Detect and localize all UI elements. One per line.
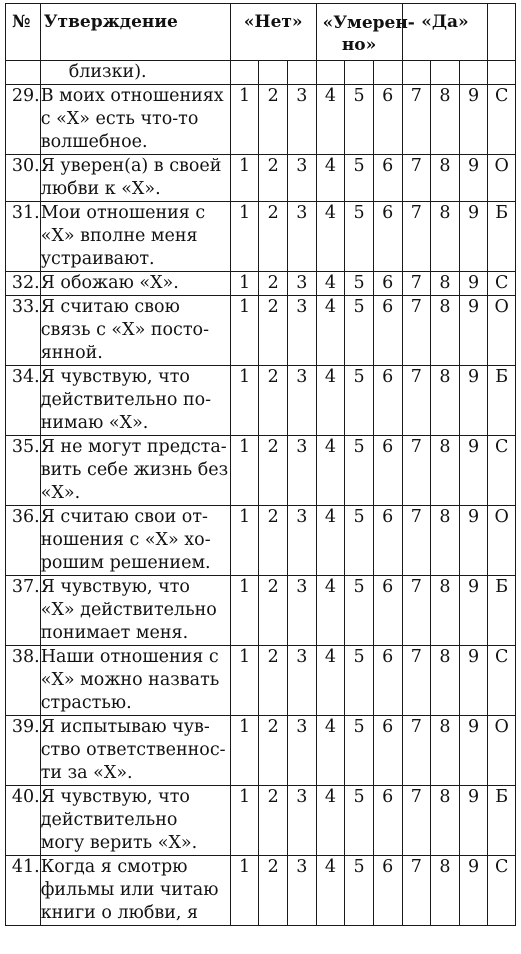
rating-option-2[interactable]: 2 <box>259 296 288 366</box>
rating-option-7[interactable]: 7 <box>402 856 431 926</box>
rating-option-4[interactable]: 4 <box>316 506 345 576</box>
statement-line: ство ответственнос- <box>40 740 226 760</box>
statement-line: ти за «Х». <box>40 763 133 783</box>
rating-option-4[interactable]: 4 <box>316 296 345 366</box>
statement-line: действительно по- <box>40 390 212 410</box>
rating-option-8[interactable]: 8 <box>431 202 460 272</box>
rating-option-2[interactable]: 2 <box>259 85 288 155</box>
statement-line: Я чувствую, что <box>40 367 190 387</box>
empty-cell <box>373 61 402 85</box>
statement-row <box>6 716 516 786</box>
rating-option-6[interactable]: 6 <box>373 296 402 366</box>
rating-option-3[interactable]: 3 <box>288 786 317 856</box>
statement-line: Я считаю свою <box>40 297 180 317</box>
rating-option-2[interactable]: 2 <box>259 786 288 856</box>
rating-option-6[interactable]: 6 <box>373 506 402 576</box>
rating-option-5[interactable]: 5 <box>345 506 374 576</box>
continuation-text: близки). <box>40 61 230 85</box>
statement-line: могу верить «Х». <box>40 833 198 853</box>
statement-line: Я считаю свои от- <box>40 507 208 527</box>
rating-option-2[interactable]: 2 <box>259 576 288 646</box>
rating-option-3[interactable]: 3 <box>288 646 317 716</box>
item-number: 30. <box>6 155 41 202</box>
header-statement: Утверждение <box>40 4 230 61</box>
rating-option-5[interactable]: 5 <box>345 646 374 716</box>
rating-option-6[interactable]: 6 <box>373 202 402 272</box>
rating-option-7[interactable]: 7 <box>402 155 431 202</box>
rating-option-4[interactable]: 4 <box>316 155 345 202</box>
statement-text <box>40 202 230 272</box>
rating-option-7[interactable]: 7 <box>402 786 431 856</box>
rating-option-1[interactable]: 1 <box>230 155 259 202</box>
rating-option-9[interactable]: 9 <box>459 202 488 272</box>
rating-option-9[interactable]: 9 <box>459 436 488 506</box>
rating-option-7[interactable]: 7 <box>402 576 431 646</box>
rating-option-9[interactable]: 9 <box>459 85 488 155</box>
statement-line: Я обожаю «Х». <box>40 273 179 293</box>
statement-line: нимаю «Х». <box>40 413 149 433</box>
rating-option-3[interactable]: 3 <box>288 85 317 155</box>
statement-line: Я не могут предста- <box>40 437 227 457</box>
rating-option-7[interactable]: 7 <box>402 646 431 716</box>
header-letter <box>488 4 516 61</box>
rating-option-5[interactable]: 5 <box>345 366 374 436</box>
statement-line: янной. <box>40 343 103 363</box>
subscale-letter: Б <box>488 202 516 272</box>
rating-option-8[interactable]: 8 <box>431 272 460 296</box>
rating-option-4[interactable]: 4 <box>316 576 345 646</box>
statement-text <box>40 576 230 646</box>
statement-row <box>6 155 516 202</box>
rating-option-6[interactable]: 6 <box>373 272 402 296</box>
statement-line: устраивают. <box>40 249 155 269</box>
statement-line: Я испытываю чув- <box>40 717 210 737</box>
rating-option-2[interactable]: 2 <box>259 202 288 272</box>
rating-option-4[interactable]: 4 <box>316 202 345 272</box>
statement-row <box>6 272 516 296</box>
item-number: 38. <box>6 646 41 716</box>
rating-option-8[interactable]: 8 <box>431 716 460 786</box>
header-no: «Нет» <box>230 4 316 61</box>
rating-option-8[interactable]: 8 <box>431 85 460 155</box>
header-row <box>6 4 516 61</box>
rating-option-6[interactable]: 6 <box>373 366 402 436</box>
rating-option-1[interactable]: 1 <box>230 296 259 366</box>
rating-option-1[interactable]: 1 <box>230 85 259 155</box>
rating-option-6[interactable]: 6 <box>373 646 402 716</box>
header-number: № <box>6 4 41 61</box>
rating-option-5[interactable]: 5 <box>345 85 374 155</box>
rating-option-4[interactable]: 4 <box>316 436 345 506</box>
statement-text <box>40 856 230 926</box>
item-number: 33. <box>6 296 41 366</box>
statement-row <box>6 366 516 436</box>
item-number: 29. <box>6 85 41 155</box>
rating-option-1[interactable]: 1 <box>230 202 259 272</box>
rating-option-2[interactable]: 2 <box>259 716 288 786</box>
rating-option-1[interactable]: 1 <box>230 576 259 646</box>
subscale-letter: С <box>488 646 516 716</box>
rating-option-6[interactable]: 6 <box>373 85 402 155</box>
rating-option-4[interactable]: 4 <box>316 786 345 856</box>
rating-option-4[interactable]: 4 <box>316 856 345 926</box>
rating-option-2[interactable]: 2 <box>259 272 288 296</box>
header-moderately: «Умерен- но» <box>316 4 402 61</box>
rating-option-8[interactable]: 8 <box>431 366 460 436</box>
statement-row <box>6 202 516 272</box>
statement-line: Я чувствую, что <box>40 577 190 597</box>
statement-line: Наши отношения с <box>40 647 219 667</box>
rating-option-8[interactable]: 8 <box>431 155 460 202</box>
statement-text <box>40 506 230 576</box>
rating-option-3[interactable]: 3 <box>288 436 317 506</box>
rating-option-6[interactable]: 6 <box>373 786 402 856</box>
statement-line: Мои отношения с <box>40 203 206 223</box>
rating-option-5[interactable]: 5 <box>345 786 374 856</box>
rating-option-8[interactable]: 8 <box>431 786 460 856</box>
statement-line: вить себе жизнь без <box>40 460 229 480</box>
empty-cell <box>230 61 259 85</box>
item-number: 32. <box>6 272 41 296</box>
item-number: 35. <box>6 436 41 506</box>
rating-option-3[interactable]: 3 <box>288 296 317 366</box>
rating-option-9[interactable]: 9 <box>459 576 488 646</box>
rating-option-6[interactable]: 6 <box>373 155 402 202</box>
rating-option-8[interactable]: 8 <box>431 296 460 366</box>
continuation-num-cell <box>6 61 41 85</box>
statement-text <box>40 296 230 366</box>
subscale-letter: О <box>488 296 516 366</box>
statement-line: Я уверен(а) в своей <box>40 156 222 176</box>
statement-row <box>6 786 516 856</box>
rating-option-6[interactable]: 6 <box>373 856 402 926</box>
statement-line: Когда я смотрю <box>40 857 188 877</box>
statement-row <box>6 436 516 506</box>
rating-option-1[interactable]: 1 <box>230 272 259 296</box>
rating-option-7[interactable]: 7 <box>402 202 431 272</box>
rating-option-5[interactable]: 5 <box>345 296 374 366</box>
rating-option-1[interactable]: 1 <box>230 716 259 786</box>
rating-option-9[interactable]: 9 <box>459 506 488 576</box>
empty-cell <box>345 61 374 85</box>
rating-option-1[interactable]: 1 <box>230 856 259 926</box>
empty-cell <box>488 61 516 85</box>
item-number: 31. <box>6 202 41 272</box>
subscale-letter: С <box>488 272 516 296</box>
subscale-letter: С <box>488 85 516 155</box>
statement-text <box>40 366 230 436</box>
rating-option-9[interactable]: 9 <box>459 786 488 856</box>
statement-text <box>40 85 230 155</box>
rating-option-8[interactable]: 8 <box>431 646 460 716</box>
statement-line: волшебное. <box>40 132 148 152</box>
rating-option-5[interactable]: 5 <box>345 436 374 506</box>
subscale-letter: Б <box>488 366 516 436</box>
statement-text <box>40 436 230 506</box>
rating-option-2[interactable]: 2 <box>259 155 288 202</box>
empty-cell <box>431 61 460 85</box>
rating-option-9[interactable]: 9 <box>459 716 488 786</box>
empty-cell <box>316 61 345 85</box>
statement-line: рошим решением. <box>40 553 211 573</box>
empty-cell <box>259 61 288 85</box>
rating-option-8[interactable]: 8 <box>431 576 460 646</box>
rating-option-8[interactable]: 8 <box>431 856 460 926</box>
rating-option-7[interactable]: 7 <box>402 366 431 436</box>
rating-option-9[interactable]: 9 <box>459 366 488 436</box>
rating-option-9[interactable]: 9 <box>459 646 488 716</box>
rating-option-3[interactable]: 3 <box>288 202 317 272</box>
questionnaire-table <box>5 3 516 926</box>
statement-line: любви к «Х». <box>40 179 161 199</box>
subscale-letter: О <box>488 155 516 202</box>
statement-line: «Х» можно назвать <box>40 670 220 690</box>
statement-row <box>6 506 516 576</box>
statement-text <box>40 716 230 786</box>
statement-line: страстью. <box>40 693 132 713</box>
rating-option-2[interactable]: 2 <box>259 366 288 436</box>
item-number: 34. <box>6 366 41 436</box>
rating-option-4[interactable]: 4 <box>316 366 345 436</box>
rating-option-1[interactable]: 1 <box>230 646 259 716</box>
rating-option-5[interactable]: 5 <box>345 272 374 296</box>
item-number: 37. <box>6 576 41 646</box>
statement-line: связь с «Х» посто- <box>40 320 209 340</box>
continuation-row <box>6 61 516 85</box>
statement-line: действительно <box>40 810 178 830</box>
rating-option-3[interactable]: 3 <box>288 576 317 646</box>
rating-option-4[interactable]: 4 <box>316 272 345 296</box>
rating-option-7[interactable]: 7 <box>402 85 431 155</box>
item-number: 40. <box>6 786 41 856</box>
statement-line: «Х». <box>40 483 81 503</box>
rating-option-6[interactable]: 6 <box>373 716 402 786</box>
statement-row <box>6 856 516 926</box>
rating-option-3[interactable]: 3 <box>288 856 317 926</box>
subscale-letter: Б <box>488 576 516 646</box>
statement-line: понимает меня. <box>40 623 189 643</box>
statement-row <box>6 576 516 646</box>
statement-line: Я чувствую, что <box>40 787 190 807</box>
rating-option-6[interactable]: 6 <box>373 576 402 646</box>
rating-option-1[interactable]: 1 <box>230 786 259 856</box>
rating-option-5[interactable]: 5 <box>345 856 374 926</box>
rating-option-7[interactable]: 7 <box>402 436 431 506</box>
statement-line: «Х» действительно <box>40 600 217 620</box>
subscale-letter: Б <box>488 786 516 856</box>
rating-option-8[interactable]: 8 <box>431 436 460 506</box>
empty-cell <box>459 61 488 85</box>
rating-option-5[interactable]: 5 <box>345 202 374 272</box>
header-yes: «Да» <box>402 4 488 61</box>
empty-cell <box>288 61 317 85</box>
item-number: 41. <box>6 856 41 926</box>
rating-option-7[interactable]: 7 <box>402 506 431 576</box>
rating-option-8[interactable]: 8 <box>431 506 460 576</box>
subscale-letter: С <box>488 856 516 926</box>
rating-option-9[interactable]: 9 <box>459 856 488 926</box>
rating-option-1[interactable]: 1 <box>230 506 259 576</box>
subscale-letter: С <box>488 436 516 506</box>
statement-line: фильмы или читаю <box>40 880 219 900</box>
rating-option-4[interactable]: 4 <box>316 85 345 155</box>
rating-option-3[interactable]: 3 <box>288 716 317 786</box>
rating-option-7[interactable]: 7 <box>402 296 431 366</box>
statement-line: с «Х» есть что-то <box>40 109 199 129</box>
rating-option-5[interactable]: 5 <box>345 155 374 202</box>
rating-option-7[interactable]: 7 <box>402 272 431 296</box>
item-number: 36. <box>6 506 41 576</box>
rating-option-2[interactable]: 2 <box>259 506 288 576</box>
statement-row <box>6 296 516 366</box>
subscale-letter: О <box>488 506 516 576</box>
rating-option-3[interactable]: 3 <box>288 272 317 296</box>
statement-row <box>6 646 516 716</box>
rating-option-2[interactable]: 2 <box>259 856 288 926</box>
rating-option-3[interactable]: 3 <box>288 366 317 436</box>
rating-option-5[interactable]: 5 <box>345 716 374 786</box>
statement-text <box>40 786 230 856</box>
rating-option-9[interactable]: 9 <box>459 155 488 202</box>
statement-text <box>40 155 230 202</box>
statement-line: ношения с «Х» хо- <box>40 530 211 550</box>
rating-option-3[interactable]: 3 <box>288 155 317 202</box>
rating-option-3[interactable]: 3 <box>288 506 317 576</box>
statement-line: В моих отношениях <box>40 86 224 106</box>
rating-option-9[interactable]: 9 <box>459 296 488 366</box>
rating-option-4[interactable]: 4 <box>316 646 345 716</box>
statement-line: «Х» вполне меня <box>40 226 198 246</box>
rating-option-2[interactable]: 2 <box>259 646 288 716</box>
item-number: 39. <box>6 716 41 786</box>
statement-text <box>40 646 230 716</box>
rating-option-2[interactable]: 2 <box>259 436 288 506</box>
rating-option-1[interactable]: 1 <box>230 366 259 436</box>
statement-line: книги о любви, я <box>40 903 199 923</box>
rating-option-6[interactable]: 6 <box>373 436 402 506</box>
rating-option-4[interactable]: 4 <box>316 716 345 786</box>
rating-option-5[interactable]: 5 <box>345 576 374 646</box>
rating-option-7[interactable]: 7 <box>402 716 431 786</box>
empty-cell <box>402 61 431 85</box>
rating-option-1[interactable]: 1 <box>230 436 259 506</box>
statement-text <box>40 272 230 296</box>
rating-option-9[interactable]: 9 <box>459 272 488 296</box>
statement-row <box>6 85 516 155</box>
subscale-letter: О <box>488 716 516 786</box>
